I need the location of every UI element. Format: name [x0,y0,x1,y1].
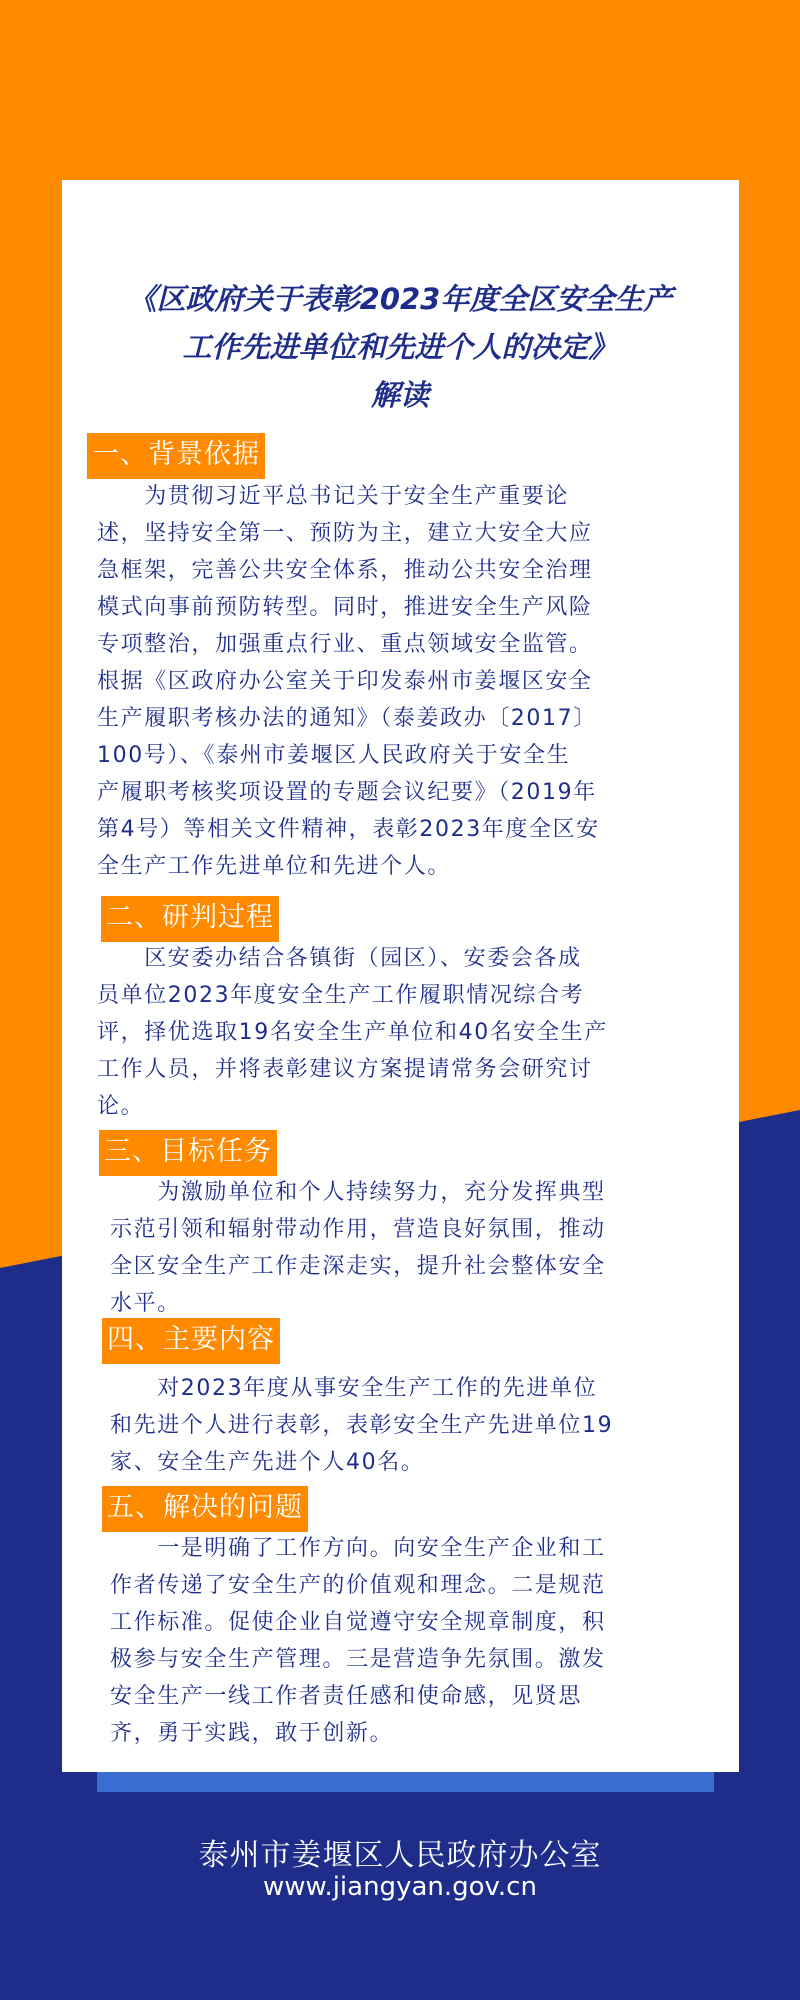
section-heading-background: 一、背景依据 [87,433,265,479]
footer-website-link[interactable]: www.jiangyan.gov.cn [263,1872,537,1902]
section-heading-content: 四、主要内容 [102,1318,280,1364]
text-line: 安全生产一线工作者责任感和使命感，见贤思 [110,1684,583,1709]
section-body-background [97,478,600,885]
section-body-process [97,940,608,1125]
text-line: 专项整治，加强重点行业、重点领域安全监管。 [97,632,593,657]
text-line: 评，择优选取19名安全生产单位和40名安全生产 [97,1020,608,1045]
section-heading-goals: 三、目标任务 [99,1130,277,1176]
text-line: 水平。 [110,1291,181,1316]
text-line: 急框架，完善公共安全体系，推动公共安全治理 [97,558,593,583]
section-heading-problems: 五、解决的问题 [102,1486,308,1532]
title-line-2: 工作先进单位和先进个人的决定》 [182,330,618,364]
text-line: 为贯彻习近平总书记关于安全生产重要论 [97,484,570,509]
text-line: 述，坚持安全第一、预防为主，建立大安全大应 [97,521,593,546]
text-line: 生产履职考核办法的通知》（泰姜政办〔2017〕 [97,706,597,731]
text-line: 为激励单位和个人持续努力，充分发挥典型 [110,1180,606,1205]
title-line-3: 解读 [370,378,429,412]
text-line: 模式向事前预防转型。同时，推进安全生产风险 [97,595,593,620]
text-line: 全生产工作先进单位和先进个人。 [97,854,452,879]
text-line: 第4号）等相关文件精神，表彰2023年度全区安 [97,817,600,842]
text-line: 产履职考核奖项设置的专题会议纪要》（2019年 [97,780,597,805]
section-heading-process: 二、研判过程 [101,896,279,942]
footer-organization: 泰州市姜堰区人民政府办公室 [198,1838,602,1873]
text-line: 家、安全生产先进个人40名。 [110,1450,425,1475]
text-line: 100号）、《泰州市姜堰区人民政府关于安全生 [97,743,571,768]
page-title [80,275,720,419]
text-line: 极参与安全生产管理。三是营造争先氛围。激发 [110,1647,606,1672]
section-body-content [110,1370,613,1481]
text-line: 员单位2023年度安全生产工作履职情况综合考 [97,983,585,1008]
card-accent-bar [97,1772,714,1792]
text-line: 工作标准。促使企业自觉遵守安全规章制度，积 [110,1610,606,1635]
text-line: 作者传递了安全生产的价值观和理念。二是规范 [110,1573,606,1598]
text-line: 示范引领和辐射带动作用，营造良好氛围，推动 [110,1217,606,1242]
text-line: 区安委办结合各镇街（园区）、安委会各成 [97,946,582,971]
text-line: 对2023年度从事安全生产工作的先进单位 [110,1376,598,1401]
text-line: 工作人员，并将表彰建议方案提请常务会研究讨 [97,1057,593,1082]
text-line: 齐，勇于实践，敢于创新。 [110,1721,394,1746]
text-line: 全区安全生产工作走深走实，提升社会整体安全 [110,1254,606,1279]
text-line: 一是明确了工作方向。向安全生产企业和工 [110,1536,606,1561]
title-line-1: 《区政府关于表彰2023年度全区安全生产 [127,282,673,316]
section-body-problems [110,1530,606,1752]
text-line: 和先进个人进行表彰，表彰安全生产先进单位19 [110,1413,614,1438]
text-line: 根据《区政府办公室关于印发泰州市姜堰区安全 [97,669,593,694]
section-body-goals [110,1174,606,1322]
text-line: 论。 [97,1094,145,1119]
